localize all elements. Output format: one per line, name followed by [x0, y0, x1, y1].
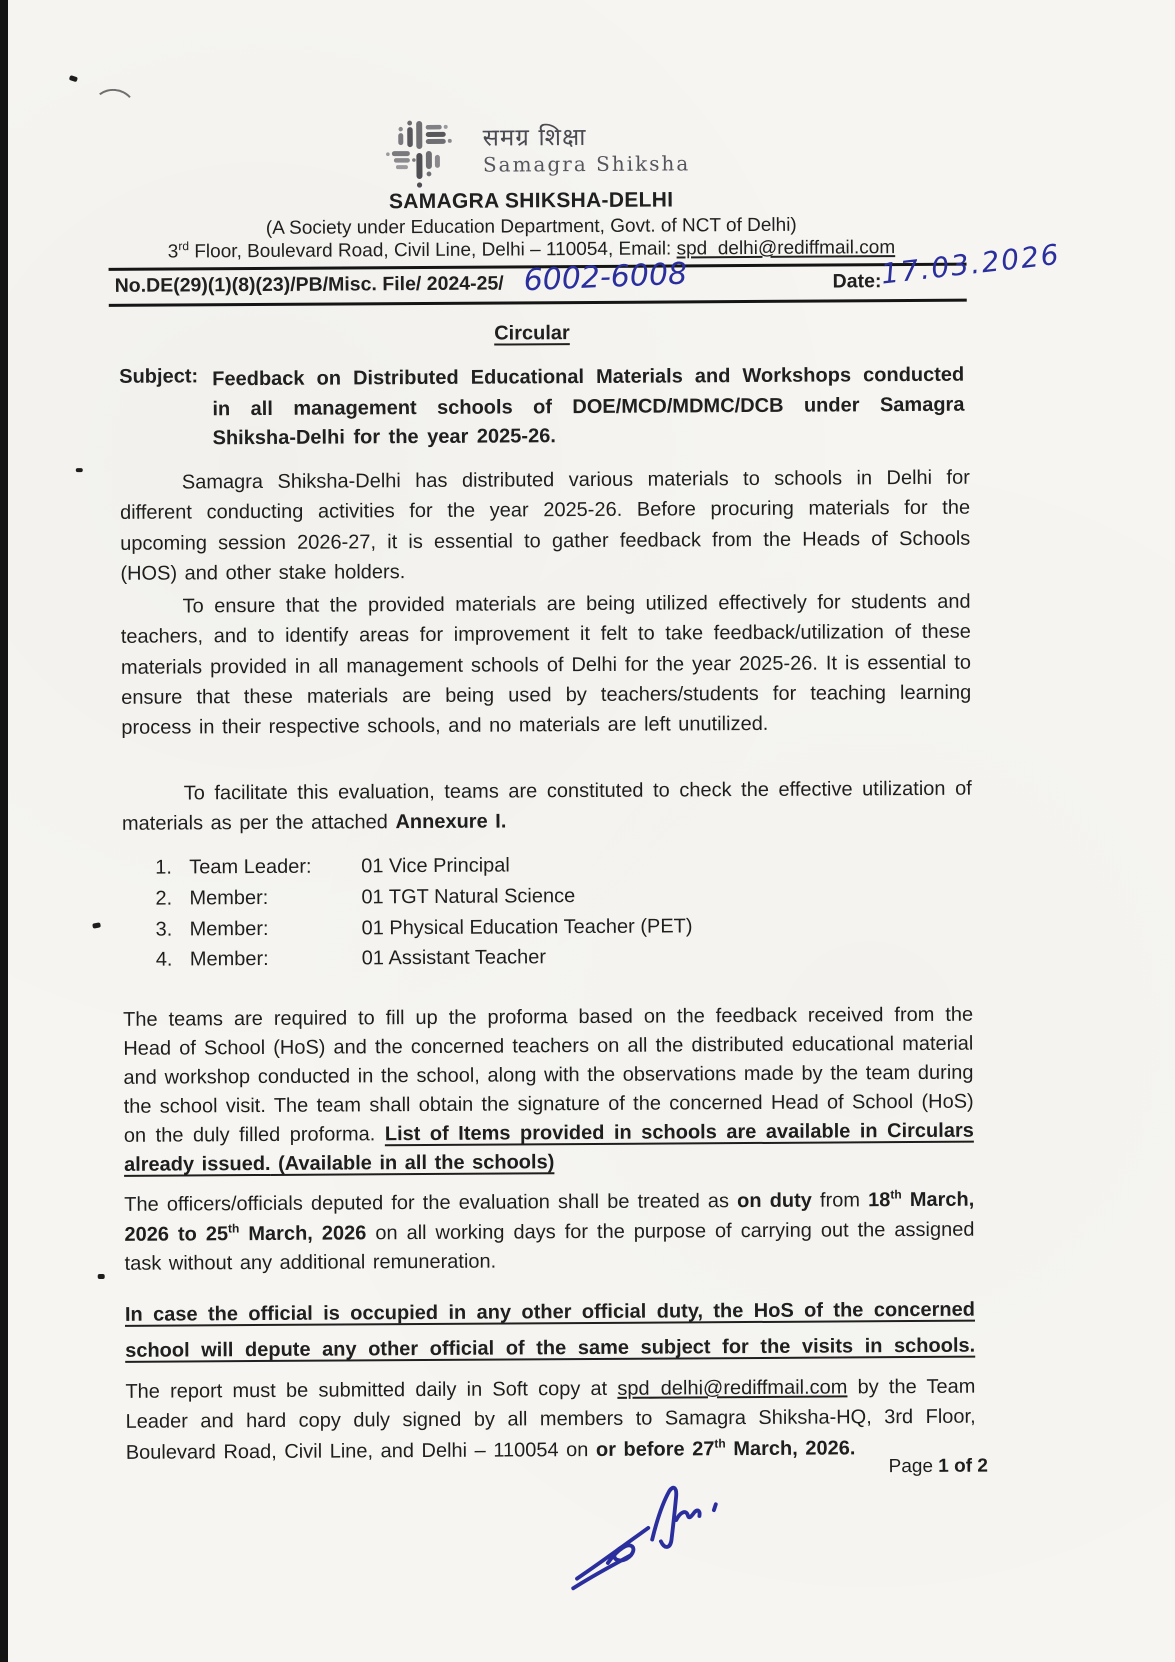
team-list-row [156, 910, 856, 945]
logo-hindi-text: समग्र शिक्षा [482, 122, 587, 152]
scan-arc-artifact [90, 87, 138, 131]
deadline-date: or before 27 [595, 1437, 715, 1461]
subject-text: Feedback on Distributed Educational Materials and Workshops conducted in all management schools of DOE/MCD/MDMC/DCB under Samagra Shiksha-Delhi for the year 2025-26. [212, 363, 965, 450]
list-number: 3. [155, 918, 173, 941]
paragraph-1: Samagra Shiksha-Delhi has distributed various materials to schools in Delhi for different conducting activities for the year 2025-26. Before procuring materials for the upcoming session 2026-27, it is essential to gather feedback from the Heads of Schools (HOS) and other stake holders. [119, 466, 971, 585]
duty-start-date: 18 [868, 1189, 891, 1212]
scan-speck [69, 75, 78, 82]
duty-date-range: March, 2026 to 25 [124, 1188, 975, 1246]
list-number: 2. [155, 887, 173, 910]
date-label: Date: [832, 270, 882, 293]
team-role: Member: [189, 948, 269, 971]
list-number: 1. [155, 856, 172, 879]
team-role: Member: [189, 886, 269, 910]
paragraph-7 [125, 1372, 976, 1468]
paragraph-2: To ensure that the provided materials are being utilized effectively for students and teachers, and to identify areas for improvement it felt to take feedback/utilization of these materials provided in all management schools of Delhi for the year 2025-26. It is essential to ensure that these materials are being used by teachers/students for teaching learning process in their respective schools, and no materials are left unutilized. [120, 590, 972, 740]
team-assignment: 01 Vice Principal [361, 854, 510, 878]
date-handwritten: 17.03.2026 [879, 237, 1063, 291]
org-address-line [96, 237, 966, 264]
team-list [155, 848, 856, 975]
logo-english-text: Samagra Shiksha [482, 151, 691, 177]
duty-start-ordinal: th [890, 1187, 902, 1202]
team-list-row [156, 941, 856, 976]
team-assignment: 01 TGT Natural Science [361, 884, 576, 909]
report-email: spd_delhi@rediffmail.com [617, 1376, 848, 1400]
on-duty-emphasis: on duty [737, 1189, 812, 1213]
paragraph-7-seg1: The report must be submitted daily in Soft copy at [125, 1377, 618, 1403]
file-number: No.DE(29)(1)(8)(23)/PB/Misc. File/ 2024-25/ [114, 272, 504, 297]
paragraph-3 [122, 774, 972, 840]
annexure-reference: Annexure I. [395, 810, 507, 834]
page-title: Circular [494, 322, 570, 345]
address-floor-ordinal: rd [178, 239, 190, 254]
paragraph-5-seg3: on all working days for the purpose of carrying out the assigned task without any additional remuneration. [124, 1218, 975, 1275]
page-number [126, 1456, 988, 1483]
address-text: Floor, Boulevard Road, Civil Line, Delhi – 110054, Email: [188, 238, 677, 263]
scan-speck [98, 1274, 105, 1279]
file-number-handwritten: 6002-6008 [522, 256, 688, 299]
team-list-row [155, 879, 855, 914]
items-list-note: List of Items provided in schools are available in Circulars already issued. [123, 1119, 974, 1176]
paragraph-7-seg2: by the Team Leader and hard copy duly signed by all members to Samagra Shiksha-HQ, 3rd Floor, Boulevard Road, Civil Line, and Delhi – 110054 on [125, 1375, 976, 1464]
team-role: Team Leader: [189, 855, 312, 879]
paragraph-5-seg2: from [811, 1189, 869, 1212]
deadline-date-rest: March, 2026. [725, 1436, 856, 1460]
team-assignment: 01 Assistant Teacher [361, 946, 547, 970]
paragraph-5-seg1: The officers/officials deputed for the evaluation shall be treated as [124, 1190, 738, 1216]
address-email: spd_delhi@rediffmail.com [676, 237, 896, 260]
paragraph-4-lead: The teams are required to fill up the proforma based on the feedback received from the Head of School (HoS) and the concerned teachers on all the distributed educational material and workshop conducted in the school, along with the observations made by the team during the school visit. The team shall obtain the signature of the concerned Head of School (HoS) on the duly filled proforma. [123, 1003, 974, 1147]
scan-speck [76, 468, 83, 472]
team-assignment: 01 Physical Education Teacher (PET) [361, 914, 693, 939]
org-society-line: (A Society under Education Department, Govt. of NCT of Delhi) [265, 214, 797, 239]
paragraph-5 [124, 1186, 975, 1280]
duty-end-date: March, 2026 [239, 1221, 367, 1245]
org-name: SAMAGRA SHIKSHA-DELHI [388, 188, 674, 214]
paragraph-4 [123, 1001, 974, 1180]
scan-speck [92, 922, 101, 928]
subject-label: Subject: [119, 365, 199, 388]
items-availability-note: (Available in all the schools) [270, 1151, 555, 1175]
page-value: 1 of 2 [938, 1455, 988, 1477]
team-list-row [155, 848, 855, 883]
deadline-ordinal: th [714, 1436, 726, 1451]
page-word: Page [888, 1455, 939, 1478]
samagra-shiksha-logo-icon [384, 117, 464, 191]
team-role: Member: [189, 917, 269, 941]
paragraph-6-substitution-rule: In case the official is occupied in any other official duty, the HoS of the concerned school will depute any other official of the same subject for the visits in schools. [124, 1298, 976, 1362]
handwritten-signature [562, 1477, 735, 1594]
paragraph-3-lead: To facilitate this evaluation, teams are constituted to check the effective utilization of materials as per the attached [121, 777, 972, 836]
header-rule-bottom [109, 299, 967, 307]
address-floor-number: 3 [167, 241, 179, 263]
list-number: 4. [155, 948, 173, 972]
duty-end-ordinal: th [227, 1220, 240, 1236]
